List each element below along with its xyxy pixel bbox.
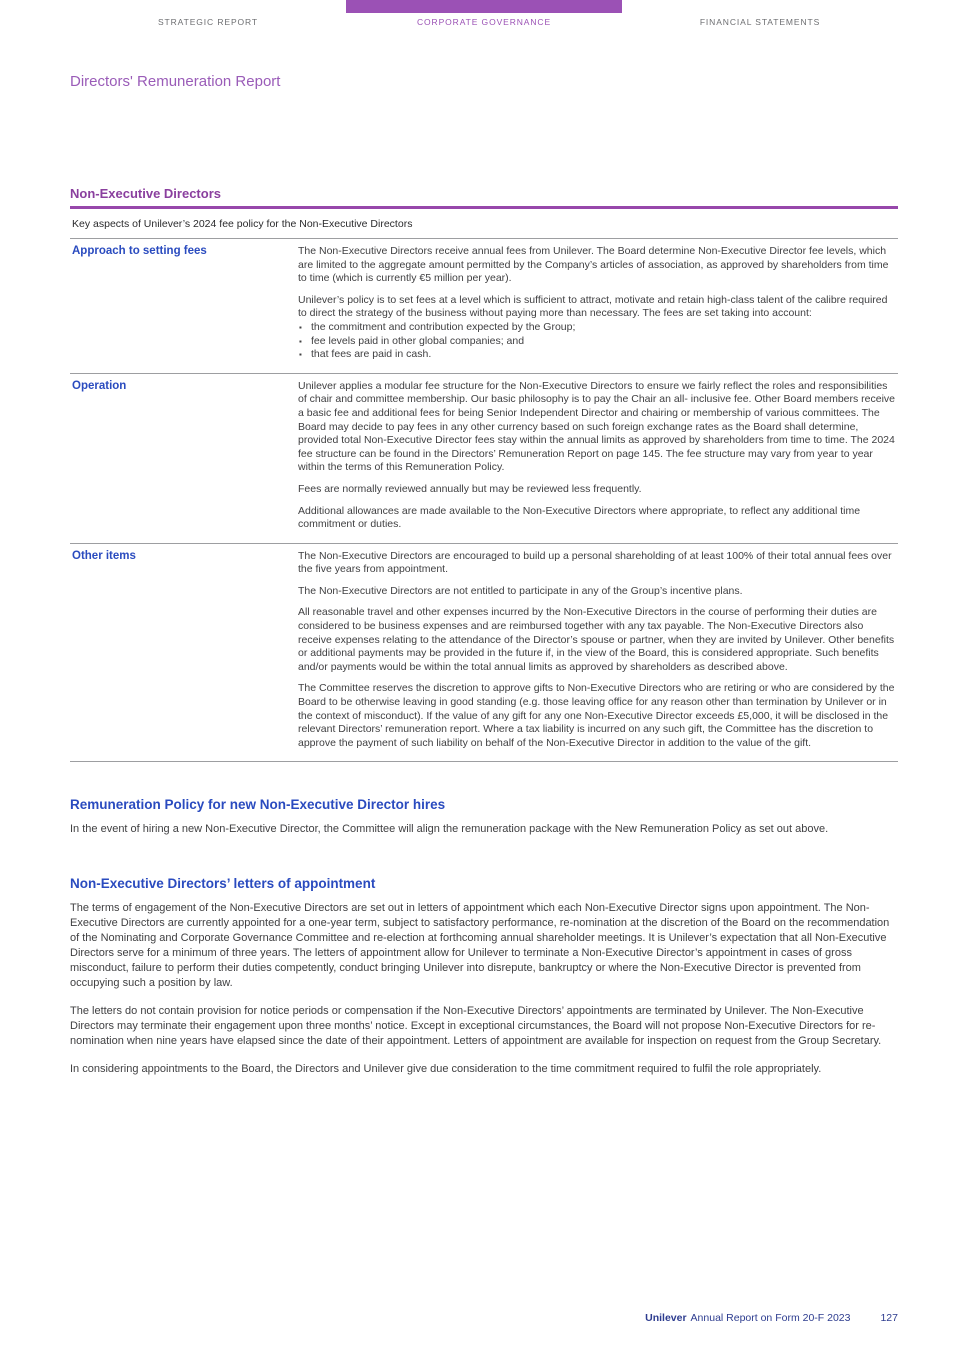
top-navigation [70, 0, 898, 27]
tab-label: FINANCIAL STATEMENTS [699, 17, 821, 27]
tab-label: STRATEGIC REPORT [157, 17, 259, 27]
row-content [298, 550, 898, 751]
tab-strategic-report[interactable] [70, 0, 346, 27]
paragraph: In considering appointments to the Board, the Directors and Unilever give due consideration to the time commitment required to fulfil the role appropriately. [70, 1063, 822, 1076]
paragraph: Unilever applies a modular fee structure for the Non-Executive Directors to ensure we fairly reflect the roles and responsibilities of chair and committee membership. Our basic philosophy is to pay the Chair an all- inclusive fee. Other Board members receive a basic fee and additional fees for being Senior Independent Director and chairing or membership of various committees. The Board may decide to pay fees in any other currency based on such foreign exchange rates as the Board shall determine, provided total Non-Executive Director fees stay within the annual limits as approved by shareholders from time to time. The 2024 fee structure can be found in the Directors’ Remuneration Report on page 145. The fee structure may vary from year to year within the terms of this Remuneration Policy. [298, 379, 896, 474]
policy-table-caption: Key aspects of Unilever’s 2024 fee policy for the Non-Executive Directors [72, 218, 413, 230]
table-row-approach-to-setting-fees [70, 239, 898, 374]
policy-table-heading: Non-Executive Directors [70, 186, 221, 201]
paragraph: In the event of hiring a new Non-Executive Director, the Committee will align the remuneration package with the New Remuneration Policy as set out above. [70, 823, 829, 836]
paragraph: Additional allowances are made available to the Non-Executive Directors where appropriate, to reflect any additional time commitment or duties. [298, 504, 861, 531]
footer-report-title [645, 1312, 850, 1324]
unilever-brand: Unilever [645, 1312, 687, 1324]
tab-label: CORPORATE GOVERNANCE [416, 17, 552, 27]
page-number: 127 [880, 1312, 898, 1324]
bullet-item: ▪ fee levels paid in other global companies; and [311, 335, 898, 349]
tab-financial-statements[interactable] [622, 0, 898, 27]
page-footer [645, 1312, 898, 1324]
paragraph: Fees are normally reviewed annually but may be reviewed less frequently. [298, 482, 642, 495]
paragraph: All reasonable travel and other expenses incurred by the Non-Executive Directors in the course of performing their duties are considered to be business expenses and are reimbursed together with any tax payable. The Non-Executive Directors also receive expenses relating to the attendance of the Director’s spouse or partner, when they are invited by Unilever. Other benefits or additional payments may be provided in the future if, in the view of the Board, this is considered appropriate. Such benefits and/or payments would be within the total annual limits as approved by shareholders as described above. [298, 606, 895, 673]
active-tab-indicator [346, 0, 622, 13]
row-label: Approach to setting fees [72, 245, 207, 257]
bullet-item: ▪ that fees are paid in cash. [311, 348, 898, 362]
row-content [298, 380, 898, 532]
report-title-text: Annual Report on Form 20-F 2023 [690, 1312, 851, 1324]
table-row-operation [70, 374, 898, 544]
bullet-item: ▪ the commitment and contribution expected by the Group; [311, 321, 898, 335]
paragraph: The terms of engagement of the Non-Executive Directors are set out in letters of appointment which each Non-Executive Director signs upon appointment. The Non-Executive Directors are currently appointed for a one-year term, subject to satisfactory performance, re-nomination at the discretion of the Board on the recommendation of the Nominating and Corporate Governance Committee and re-election at forthcoming annual shareholder meetings. It is Unilever’s expectation that all Non-Executive Directors serve for a minimum of three years. The letters of appointment allow for Unilever to terminate a Non-Executive Director’s appointment in cases of gross misconduct, failure to perform their duties competently, conduct bringing Unilever into disrepute, bankruptcy or where the Non-Executive Director is prevented from occupying such a position by law. [70, 902, 890, 990]
tab-corporate-governance[interactable] [346, 0, 622, 27]
row-label: Other items [72, 549, 136, 562]
section-heading-letters-of-appointment: Non-Executive Directors’ letters of appointment [70, 876, 376, 892]
paragraph: The Non-Executive Directors receive annual fees from Unilever. The Board determine Non-Executive Director fee levels, which are limited to the aggregate amount permitted by the Company’s articles of association, as approved by shareholders from time to time (which is currently €5 million per year). [298, 245, 889, 285]
page-title: Directors' Remuneration Report [70, 73, 281, 90]
paragraph: The Committee reserves the discretion to approve gifts to Non-Executive Directors who are retiring or who are considered by the Board to be otherwise leaving in good standing (e.g. those leaving office for any reason other than termination by Unilever or in the context of misconduct). If the value of any gift for any one Non-Executive Director exceeds £5,000, it will be disclosed in the relevant Directors’ remuneration report. Where a tax liability is incurred on any such gift, the Committee has the discretion to approve the payment of such liability on behalf of the Non-Executive Director in addition to the value of the gift. [298, 682, 895, 749]
paragraph: The Non-Executive Directors are not entitled to participate in any of the Group’s incentive plans. [298, 584, 743, 597]
section-heading-new-hires: Remuneration Policy for new Non-Executive Director hires [70, 797, 446, 813]
bullet-list [298, 321, 898, 362]
row-content [298, 245, 898, 362]
row-label: Operation [72, 379, 127, 392]
paragraph: Unilever’s policy is to set fees at a level which is sufficient to attract, motivate and retain high-class talent of the calibre required to direct the strategy of the business without paying more than necessary. The fees are set taking into account: [298, 293, 888, 320]
paragraph: The Non-Executive Directors are encouraged to build up a personal shareholding of at least 100% of their total annual fees over the five years from appointment. [298, 549, 892, 576]
paragraph: The letters do not contain provision for notice periods or compensation if the Non-Executive Directors’ appointments are terminated by Unilever. The Non-Executive Directors may terminate their engagement upon three months’ notice. Except in exceptional circumstances, the Board will not propose Non-Executive Directors for re-nomination when nine years have elapsed since the date of their appointment. Letters of appointment are available for inspection on request from the Group Secretary. [70, 1005, 882, 1048]
table-row-other-items [70, 544, 898, 763]
